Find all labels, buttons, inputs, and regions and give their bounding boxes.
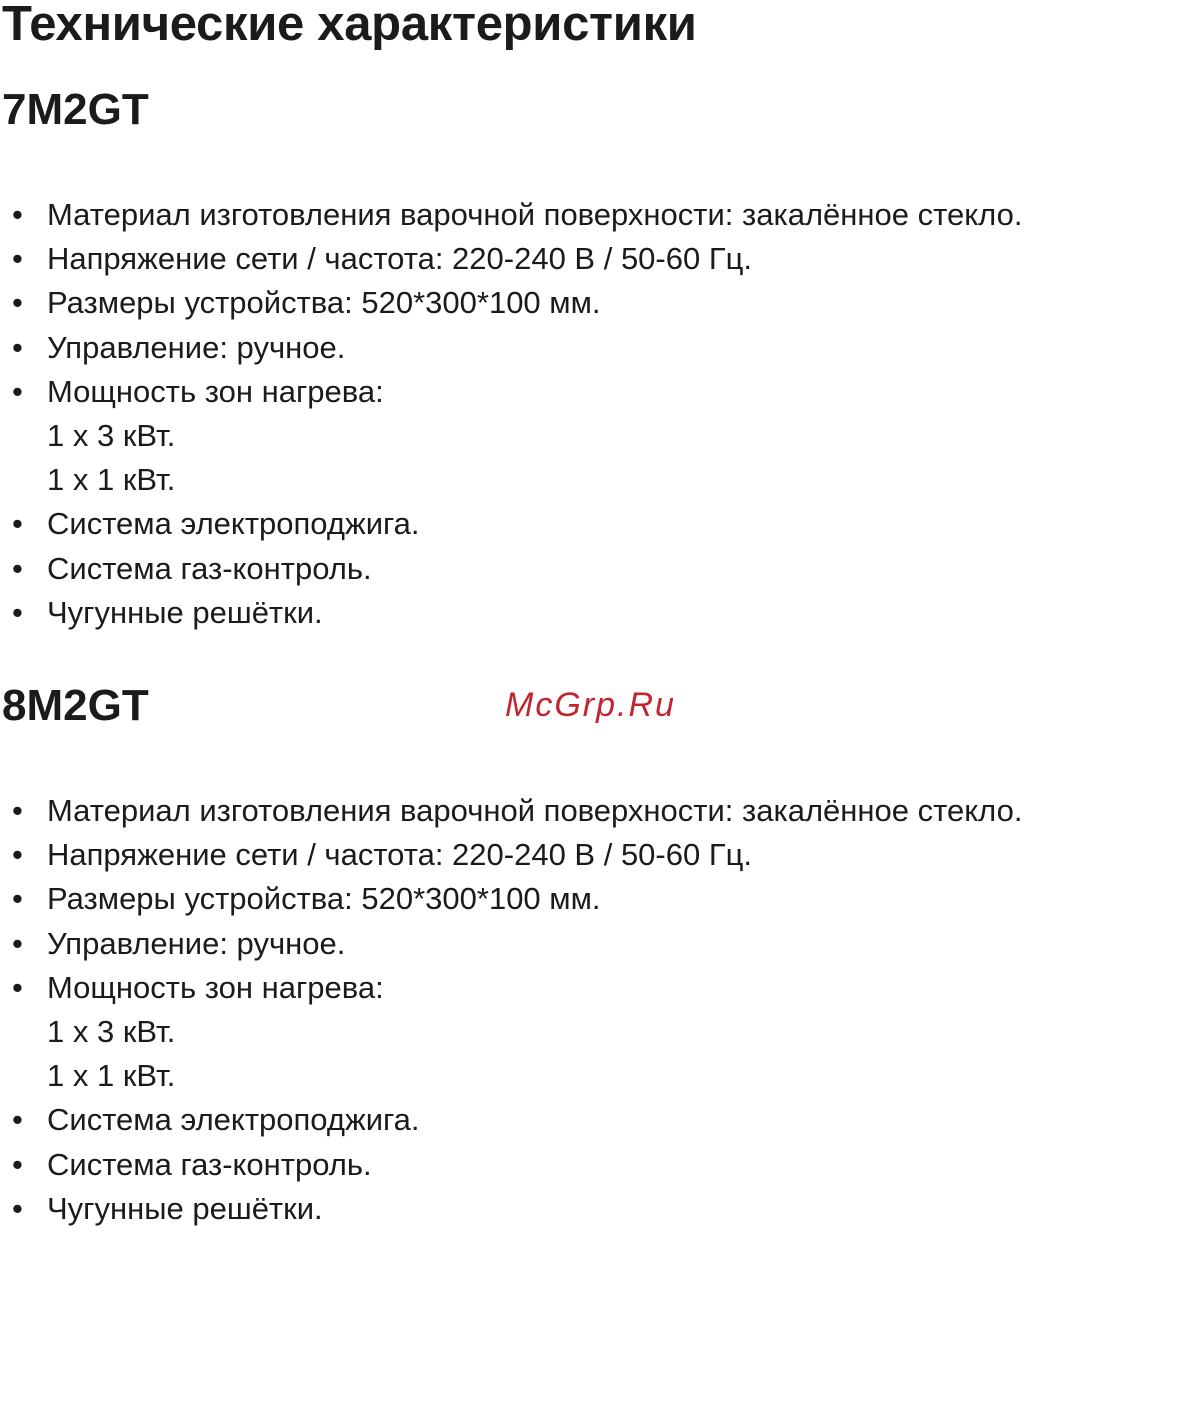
bullet-icon: • bbox=[12, 881, 23, 917]
spec-text: Управление: ручное. bbox=[47, 329, 346, 365]
spec-text: Материал изготовления варочной поверхности: закалённое стекло. bbox=[47, 793, 1023, 828]
bullet-icon: • bbox=[12, 285, 23, 321]
spec-text: Мощность зон нагрева: bbox=[47, 969, 384, 1005]
bullet-icon: • bbox=[12, 373, 23, 409]
spec-text: Материал изготовления варочной поверхности: закалённое стекло. bbox=[47, 197, 1023, 232]
model-title-7m2gt: 7M2GT bbox=[2, 85, 149, 134]
spec-text: Система газ-контроль. bbox=[47, 1146, 372, 1182]
bullet-icon: • bbox=[12, 969, 23, 1005]
spec-item bbox=[0, 1187, 1022, 1231]
model-title-8m2gt: 8M2GT bbox=[2, 681, 149, 730]
bullet-icon: • bbox=[12, 1146, 23, 1182]
bullet-icon: • bbox=[12, 594, 23, 630]
spec-text: Система электроподжига. bbox=[47, 506, 420, 542]
spec-item bbox=[0, 966, 1022, 1099]
spec-item bbox=[0, 922, 1022, 966]
spec-item bbox=[0, 591, 1022, 635]
spec-list-7m2gt bbox=[0, 193, 1022, 635]
spec-item bbox=[0, 789, 1022, 833]
spec-text: Чугунные решётки. bbox=[47, 1190, 323, 1226]
watermark: McGrp.Ru bbox=[505, 686, 676, 724]
bullet-icon: • bbox=[12, 329, 23, 365]
bullet-icon: • bbox=[12, 793, 23, 828]
spec-item bbox=[0, 281, 1022, 325]
bullet-icon: • bbox=[12, 837, 23, 873]
bullet-icon: • bbox=[12, 241, 23, 277]
bullet-icon: • bbox=[12, 925, 23, 961]
spec-item bbox=[0, 547, 1022, 591]
bullet-icon: • bbox=[12, 1190, 23, 1226]
spec-text: Управление: ручное. bbox=[47, 925, 346, 961]
spec-subitem: 1 х 1 кВт. bbox=[47, 1058, 176, 1094]
spec-subitem: 1 х 1 кВт. bbox=[47, 462, 176, 498]
spec-text: Чугунные решётки. bbox=[47, 594, 323, 630]
spec-subitem: 1 х 3 кВт. bbox=[47, 418, 176, 454]
bullet-icon: • bbox=[12, 197, 23, 232]
spec-item bbox=[0, 237, 1022, 281]
spec-list-8m2gt bbox=[0, 789, 1022, 1231]
bullet-icon: • bbox=[12, 1102, 23, 1138]
spec-text: Размеры устройства: 520*300*100 мм. bbox=[47, 285, 601, 321]
bullet-icon: • bbox=[12, 506, 23, 542]
spec-item bbox=[0, 370, 1022, 503]
spec-text: Система электроподжига. bbox=[47, 1102, 420, 1138]
spec-text: Размеры устройства: 520*300*100 мм. bbox=[47, 881, 601, 917]
spec-item bbox=[0, 877, 1022, 921]
spec-item bbox=[0, 326, 1022, 370]
spec-item bbox=[0, 502, 1022, 546]
spec-item bbox=[0, 193, 1022, 237]
spec-text: Напряжение сети / частота: 220-240 В / 50-60 Гц. bbox=[47, 837, 752, 873]
spec-item bbox=[0, 1098, 1022, 1142]
spec-item bbox=[0, 1143, 1022, 1187]
spec-text: Напряжение сети / частота: 220-240 В / 50-60 Гц. bbox=[47, 241, 752, 277]
spec-text: Мощность зон нагрева: bbox=[47, 373, 384, 409]
page-title: Технические характеристики bbox=[2, 0, 697, 51]
bullet-icon: • bbox=[12, 550, 23, 586]
spec-text: Система газ-контроль. bbox=[47, 550, 372, 586]
spec-item bbox=[0, 833, 1022, 877]
spec-subitem: 1 х 3 кВт. bbox=[47, 1014, 176, 1050]
